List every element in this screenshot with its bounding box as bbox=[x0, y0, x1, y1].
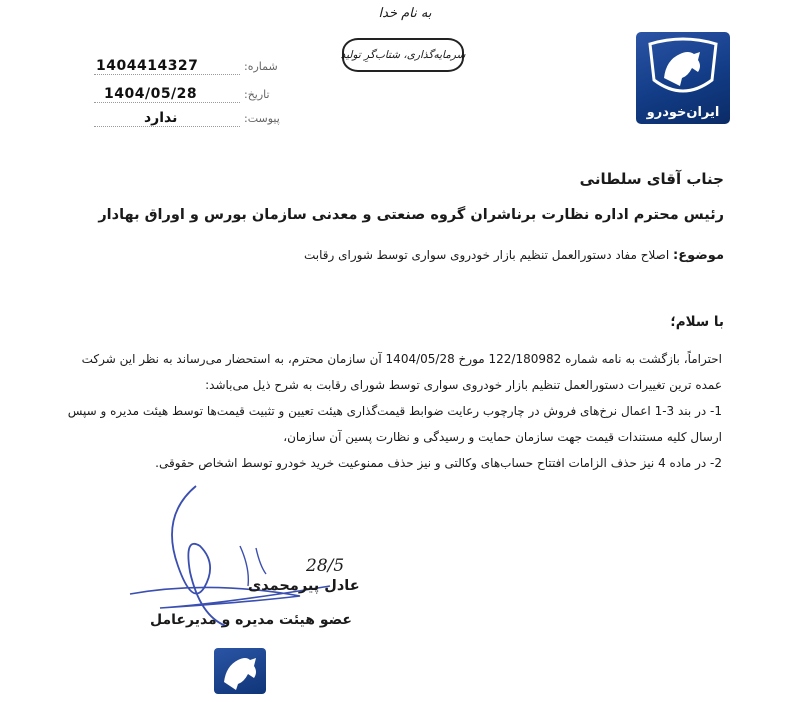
horse-icon bbox=[214, 648, 266, 694]
recipient-title: رئیس محترم اداره نظارت برناشران گروه صنعتی و معدنی سازمان بورس و اوراق بهادار bbox=[98, 207, 724, 223]
letter-number-row bbox=[94, 58, 278, 76]
body-paragraph-item-2: 2- در ماده 4 نیز حذف الزامات افتتاح حساب‌های وکالتی و نیز حذف ممنوعیت خرید خودرو توسط اشخاص حقوقی. bbox=[155, 456, 722, 470]
slogan-badge bbox=[342, 38, 464, 72]
subject-line bbox=[304, 248, 724, 263]
signer-name: عادل پیرمحمدی bbox=[248, 578, 360, 594]
dotted-line bbox=[94, 126, 240, 127]
date-label: تاریخ: bbox=[244, 88, 270, 101]
handwritten-date: 28/5 bbox=[306, 556, 345, 576]
slogan-text: سرمایه‌گذاری، شتاب‌گرِ تولید bbox=[340, 49, 466, 61]
date-value: 1404/05/28 bbox=[104, 86, 198, 102]
dotted-line bbox=[94, 74, 240, 75]
body-paragraph-intro: احتراماً، بازگشت به نامه شماره 122/180982 مورخ 1404/05/28 آن سازمان محترم، به استحضار می‌رساند به نظر این شرکت عمده ترین تغییرات دستورالعمل تنظیم بازار خودروی سواری توسط شورای رقابت به شرح ذیل می‌باشد: bbox=[81, 352, 722, 392]
stamp-horse-icon bbox=[214, 648, 266, 694]
attachment-label: پیوست: bbox=[244, 112, 280, 125]
attachment-row bbox=[94, 110, 280, 128]
subject-label: موضوع: bbox=[673, 248, 724, 263]
subject-text: اصلاح مفاد دستورالعمل تنظیم بازار خودروی سواری توسط شورای رقابت bbox=[303, 248, 670, 262]
body-paragraph-item-1: 1- در بند 3-1 اعمال نرخ‌های فروش در چارچوب رعایت ضوابط قیمت‌گذاری هیئت تعیین و تثبیت قیمت‌ها توسط هیئت مدیره و سپس ارسال کلیه مستندات قیمت جهت سازمان حمایت و رسیدگی و نظارت پسین آن سازمان، bbox=[67, 404, 722, 444]
date-row bbox=[94, 86, 274, 104]
signer-title: عضو هیئت مدیره و مدیرعامل bbox=[150, 612, 352, 628]
greeting: با سلام؛ bbox=[670, 314, 724, 330]
letter-body bbox=[62, 346, 722, 476]
recipient-name: جناب آقای سلطانی bbox=[579, 170, 724, 188]
letter-number-label: شماره: bbox=[244, 60, 278, 73]
letter-number-value: 1404414327 bbox=[96, 58, 199, 74]
attachment-value: ندارد bbox=[144, 110, 178, 126]
logo-wordmark: ایران‌خودرو bbox=[646, 105, 720, 120]
dotted-line bbox=[94, 102, 240, 103]
company-logo bbox=[636, 32, 730, 124]
bismillah-heading: به نام خدا bbox=[378, 6, 432, 21]
